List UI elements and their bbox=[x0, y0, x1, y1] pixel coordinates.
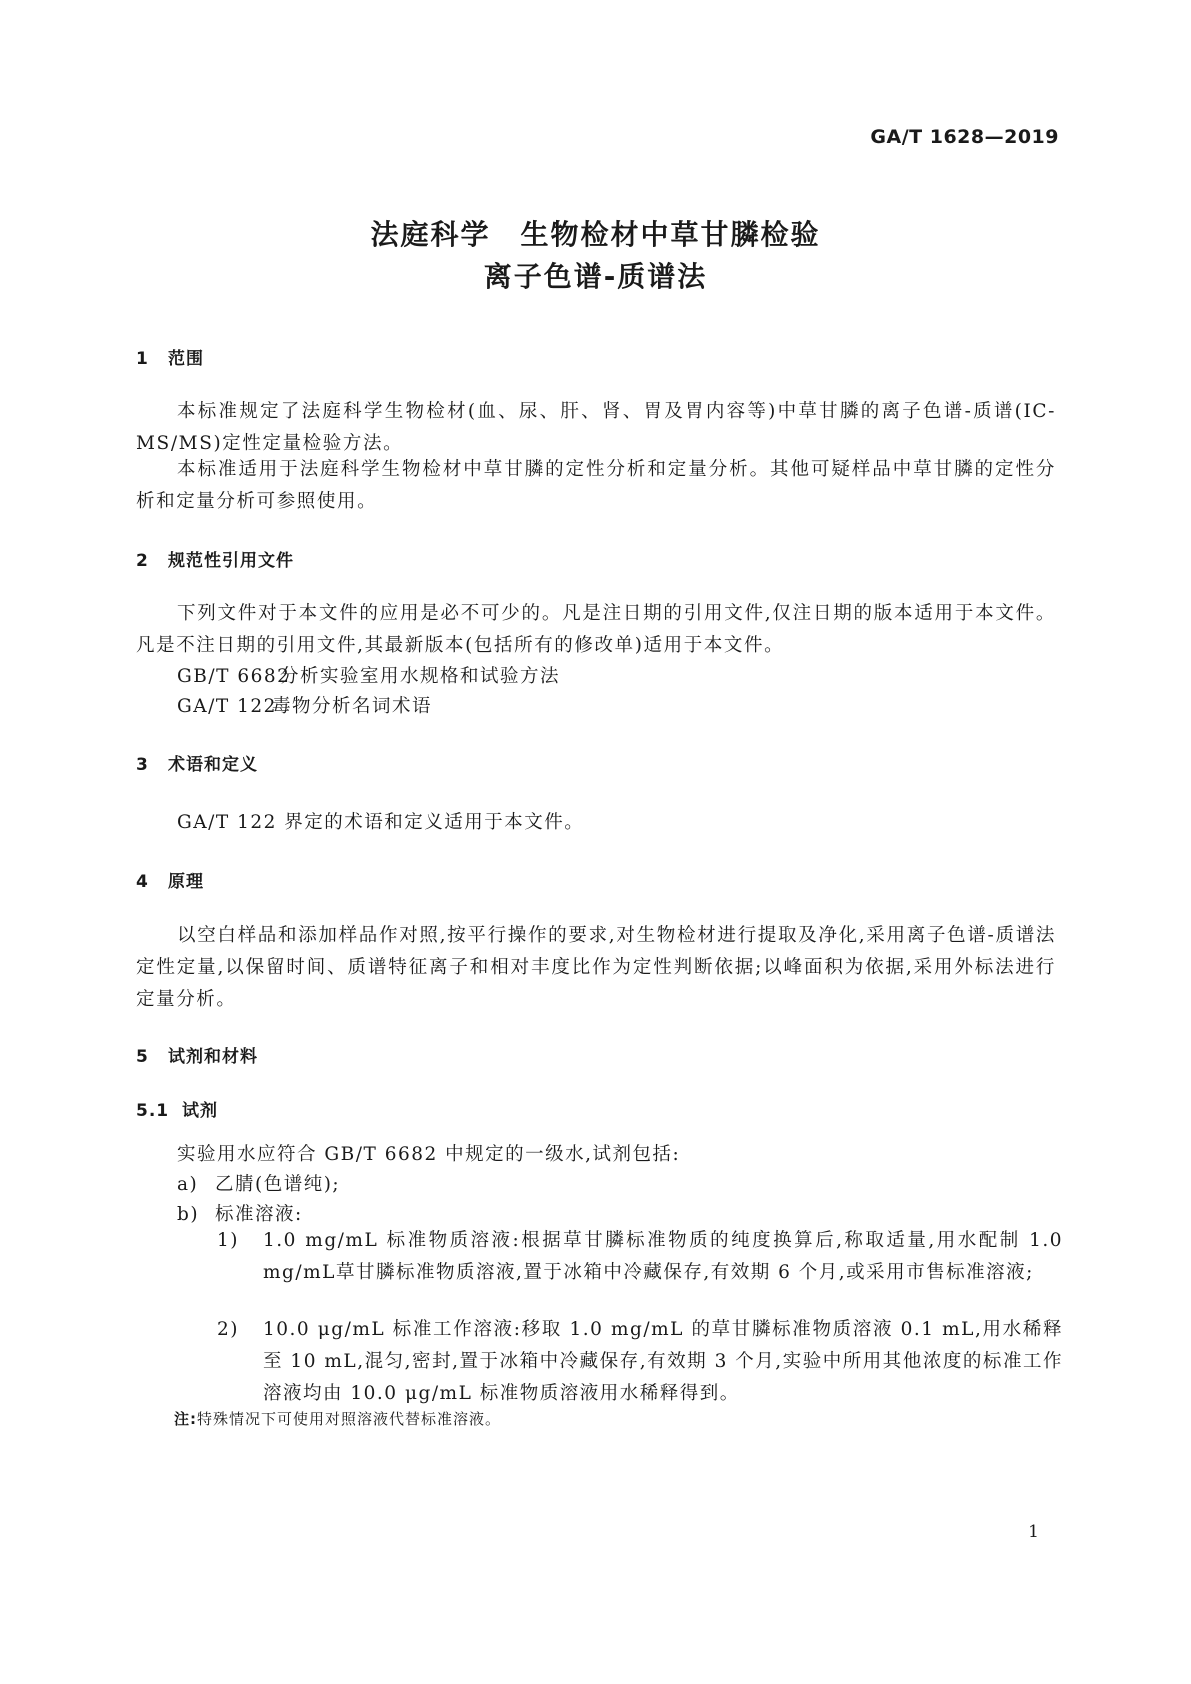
standard-code: GA/T 1628—2019 bbox=[870, 126, 1059, 148]
list-item-b bbox=[177, 1200, 303, 1226]
section-title: 术语和定义 bbox=[168, 755, 258, 775]
section-title: 规范性引用文件 bbox=[168, 551, 294, 571]
note bbox=[174, 1408, 501, 1429]
section-number: 1 bbox=[136, 349, 149, 369]
section-3-paragraph-1: GA/T 122 界定的术语和定义适用于本文件。 bbox=[177, 812, 585, 833]
section-number: 5.1 bbox=[136, 1101, 170, 1121]
doc-title-line2: 离子色谱-质谱法 bbox=[483, 260, 708, 293]
section-4-heading bbox=[136, 867, 204, 892]
section-5-1-heading bbox=[136, 1096, 218, 1121]
list-item-b2 bbox=[217, 1314, 1063, 1410]
section-3-heading bbox=[136, 750, 258, 775]
reference-title: 毒物分析名词术语 bbox=[272, 696, 433, 717]
section-2-paragraph-1: 下列文件对于本文件的应用是必不可少的。凡是注日期的引用文件,仅注日期的版本适用于本文件。凡是不注日期的引用文件,其最新版本(包括所有的修改单)适用于本文件。 bbox=[136, 603, 1056, 656]
reference-title: 分析实验室用水规格和试验方法 bbox=[280, 666, 561, 687]
list-text: 乙腈(色谱纯); bbox=[215, 1174, 341, 1195]
reference-code: GB/T 6682 bbox=[177, 666, 291, 687]
page-number: 1 bbox=[1028, 1522, 1039, 1542]
list-text: 1.0 mg/mL 标准物质溶液:根据草甘膦标准物质的纯度换算后,称取适量,用水配制 1.0 mg/mL草甘膦标准物质溶液,置于冰箱中冷藏保存,有效期 6 个月,或采用市售标准溶液; bbox=[263, 1230, 1063, 1283]
normative-reference-2 bbox=[177, 692, 432, 718]
list-label: a) bbox=[177, 1174, 199, 1195]
list-item-a bbox=[177, 1170, 340, 1196]
section-title: 试剂和材料 bbox=[168, 1047, 258, 1067]
section-title: 原理 bbox=[168, 872, 204, 892]
list-text: 标准溶液: bbox=[215, 1204, 303, 1225]
section-1-paragraph-2: 本标准适用于法庭科学生物检材中草甘膦的定性分析和定量分析。其他可疑样品中草甘膦的定性分析和定量分析可参照使用。 bbox=[136, 459, 1056, 512]
normative-reference-1 bbox=[177, 662, 560, 688]
note-text: 特殊情况下可使用对照溶液代替标准溶液。 bbox=[197, 1410, 502, 1428]
list-label: 2) bbox=[217, 1319, 239, 1340]
section-4-paragraph-1: 以空白样品和添加样品作对照,按平行操作的要求,对生物检材进行提取及净化,采用离子色谱-质谱法定性定量,以保留时间、质谱特征离子和相对丰度比作为定性判断依据;以峰面积为依据,采用外标法进行定量分析。 bbox=[136, 925, 1056, 1010]
section-number: 5 bbox=[136, 1047, 149, 1067]
note-label: 注: bbox=[174, 1410, 197, 1428]
section-5-heading bbox=[136, 1042, 258, 1067]
section-5-1-intro: 实验用水应符合 GB/T 6682 中规定的一级水,试剂包括: bbox=[177, 1144, 681, 1165]
list-label: 1) bbox=[217, 1230, 239, 1251]
section-title: 范围 bbox=[168, 349, 204, 369]
list-item-b1 bbox=[217, 1225, 1063, 1289]
doc-title-line1: 法庭科学 生物检材中草甘膦检验 bbox=[370, 218, 821, 251]
list-label: b) bbox=[177, 1204, 200, 1225]
section-number: 4 bbox=[136, 872, 149, 892]
section-title: 试剂 bbox=[182, 1101, 218, 1121]
list-text: 10.0 μg/mL 标准工作溶液:移取 1.0 mg/mL 的草甘膦标准物质溶液 0.1 mL,用水稀释至 10 mL,混匀,密封,置于冰箱中冷藏保存,有效期 3 个月,实验中所用其他浓度的标准工作溶液均由 10.0 μg/mL 标准物质溶液用水稀释得到。 bbox=[263, 1319, 1063, 1404]
section-number: 2 bbox=[136, 551, 149, 571]
reference-code: GA/T 122 bbox=[177, 696, 277, 717]
section-number: 3 bbox=[136, 755, 149, 775]
section-1-paragraph-1: 本标准规定了法庭科学生物检材(血、尿、肝、肾、胃及胃内容等)中草甘膦的离子色谱-质谱(IC-MS/MS)定性定量检验方法。 bbox=[136, 401, 1056, 454]
section-2-heading bbox=[136, 546, 294, 571]
section-1-heading bbox=[136, 344, 204, 369]
